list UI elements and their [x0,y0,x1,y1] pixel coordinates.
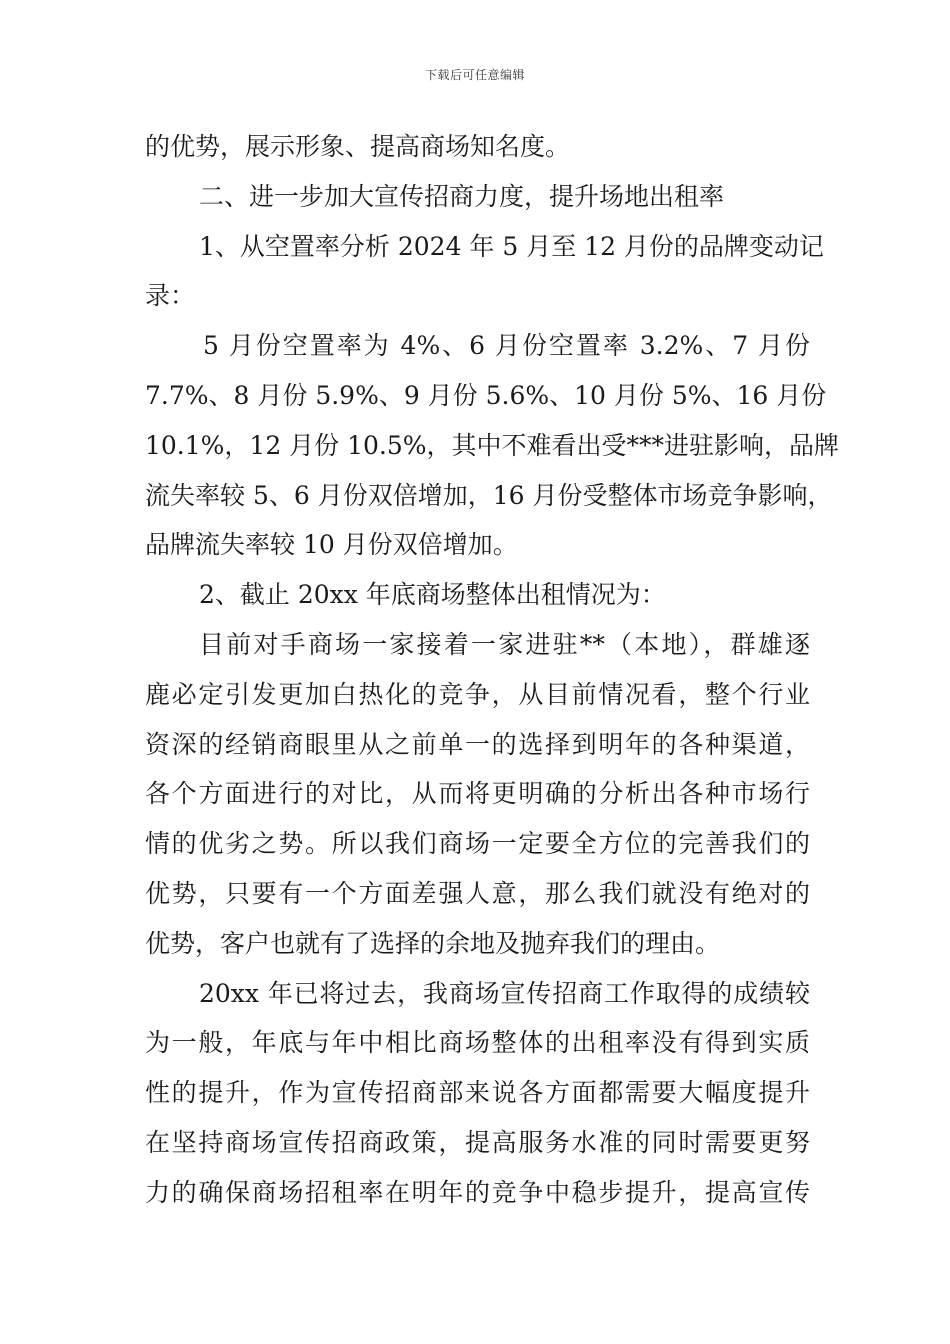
text-line: 5 月份空置率为 4%、6 月份空置率 3.2%、7 月份 [203,331,810,361]
text-line: 流失率较 5、6 月份双倍增加，16 月份受整体市场竞争影响， [145,480,833,510]
text-line: 各个方面进行的对比，从而将更明确的分析出各种市场行 [145,779,810,809]
section-heading: 二、进一步加大宣传招商力度，提升场地出租率 [199,181,725,211]
text-line: 性的提升，作为宣传招商部来说各方面都需要大幅度提升 [145,1078,810,1108]
text-line: 目前对手商场一家接着一家进驻**（本地），群雄逐 [199,629,810,659]
text-line: 2、截止 20xx 年底商场整体出租情况为： [199,580,666,610]
text-line: 品牌流失率较 10 月份双倍增加。 [145,530,518,560]
text-line: 1、从空置率分析 2024 年 5 月至 12 月份的品牌变动记 [199,231,824,261]
page-header-note: 下载后可任意编辑 [424,68,525,82]
text-line: 资深的经销商眼里从之前单一的选择到明年的各种渠道， [145,729,810,759]
text-line: 优势，客户也就有了选择的余地及抛弃我们的理由。 [145,928,721,958]
text-line: 7.7%、8 月份 5.9%、9 月份 5.6%、10 月份 5%、16 月份 [145,380,827,410]
text-line: 优势，只要有一个方面差强人意，那么我们就没有绝对的 [145,878,810,908]
text-line: 录： [145,281,196,311]
text-line: 鹿必定引发更加白热化的竞争，从目前情况看，整个行业 [145,679,810,709]
text-line: 为一般，年底与年中相比商场整体的出租率没有得到实质 [145,1028,810,1058]
text-line: 情的优劣之势。所以我们商场一定要全方位的完善我们的 [145,829,810,859]
text-line: 力的确保商场招租率在明年的竞争中稳步提升，提高宣传 [145,1177,810,1207]
document-body [145,122,840,1218]
text-line: 的优势，展示形象、提高商场知名度。 [145,132,571,161]
text-line: 在坚持商场宣传招商政策，提高服务水准的同时需要更努 [145,1127,810,1157]
text-line: 20xx 年已将过去，我商场宣传招商工作取得的成绩较 [199,978,810,1008]
text-line: 10.1%，12 月份 10.5%，其中不难看出受***进驻影响，品牌 [145,430,840,460]
